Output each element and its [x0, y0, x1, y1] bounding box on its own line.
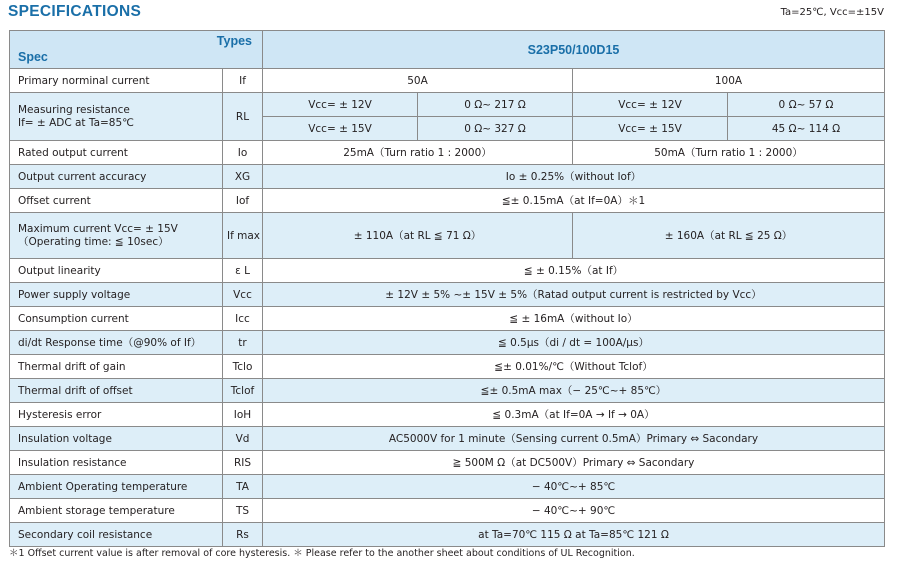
spec-name-cell — [10, 93, 223, 141]
table-row — [10, 331, 885, 355]
spec-symbol: Tclof — [223, 379, 263, 403]
spec-name: Secondary coil resistance — [10, 523, 223, 547]
spec-name: Insulation resistance — [10, 451, 223, 475]
table-row — [10, 451, 885, 475]
table-row — [10, 355, 885, 379]
spec-value-50a: ± 110A（at RL ≦ 71 Ω） — [263, 213, 573, 259]
spec-value: − 40℃~+ 85℃ — [263, 475, 885, 499]
spec-symbol: IoH — [223, 403, 263, 427]
spec-value: ≧ 500M Ω（at DC500V）Primary ⇔ Sacondary — [263, 451, 885, 475]
spec-symbol: XG — [223, 165, 263, 189]
spec-symbol: ε L — [223, 259, 263, 283]
spec-symbol: tr — [223, 331, 263, 355]
header-spec-label: Spec — [18, 50, 48, 64]
spec-value: ≦ 0.3mA（at If=0A → If → 0A） — [263, 403, 885, 427]
spec-symbol: Vcc — [223, 283, 263, 307]
spec-symbol: Tclo — [223, 355, 263, 379]
table-row — [10, 213, 885, 259]
table-row — [10, 189, 885, 213]
spec-value: ± 12V ± 5% ~± 15V ± 5%（Ratad output current is restricted by Vcc） — [263, 283, 885, 307]
table-row — [10, 141, 885, 165]
spec-value: ≦± 0.01%/℃（Without Tclof） — [263, 355, 885, 379]
spec-symbol: RL — [223, 93, 263, 141]
spec-name: Measuring resistance — [18, 103, 130, 116]
spec-symbol: If — [223, 69, 263, 93]
spec-name-cell — [10, 213, 223, 259]
spec-symbol: TA — [223, 475, 263, 499]
spec-name: Ambient storage temperature — [10, 499, 223, 523]
spec-name: Consumption current — [10, 307, 223, 331]
spec-value: Vcc= ± 12V — [573, 93, 728, 117]
spec-value: ≦ 0.5μs（di / dt = 100A/μs） — [263, 331, 885, 355]
spec-value: Vcc= ± 15V — [263, 117, 418, 141]
spec-value: 0 Ω~ 327 Ω — [418, 117, 573, 141]
spec-value: 0 Ω~ 57 Ω — [728, 93, 885, 117]
header-types-label: Types — [216, 34, 252, 48]
footnote: ＊1 Offset current value is after removal of core hysteresis. ＊ Please refer to the another sheet about conditions of UL Recognition. — [9, 548, 635, 559]
header-model-cell — [263, 31, 885, 69]
spec-name-condition: If= ± ADC at Ta=85℃ — [18, 116, 134, 129]
table-row — [10, 283, 885, 307]
table-row — [10, 307, 885, 331]
spec-symbol: Vd — [223, 427, 263, 451]
spec-symbol: Io — [223, 141, 263, 165]
table-row — [10, 427, 885, 451]
table-row — [10, 403, 885, 427]
spec-name: di/dt Response time（@90% of If） — [10, 331, 223, 355]
spec-symbol: Iof — [223, 189, 263, 213]
spec-value: ≦ ± 0.15%（at If） — [263, 259, 885, 283]
table-row — [10, 259, 885, 283]
spec-value-100a: ± 160A（at RL ≦ 25 Ω） — [573, 213, 885, 259]
spec-name: Thermal drift of gain — [10, 355, 223, 379]
spec-value: 0 Ω~ 217 Ω — [418, 93, 573, 117]
spec-symbol: TS — [223, 499, 263, 523]
spec-value: Vcc= ± 15V — [573, 117, 728, 141]
spec-value: ≦ ± 16mA（without Io） — [263, 307, 885, 331]
spec-name: Power supply voltage — [10, 283, 223, 307]
spec-name: Primary norminal current — [10, 69, 223, 93]
spec-value: 45 Ω~ 114 Ω — [728, 117, 885, 141]
table-row — [10, 475, 885, 499]
spec-name: Rated output current — [10, 141, 223, 165]
model-number: S23P50/100D15 — [527, 42, 620, 57]
spec-symbol: If max — [223, 213, 263, 259]
spec-value-100a: 100A — [573, 69, 885, 93]
header-diagonal-cell — [10, 31, 263, 69]
spec-value: ≦± 0.15mA（at If=0A）＊1 — [263, 189, 885, 213]
spec-value-50a: 25mA（Turn ratio 1 : 2000） — [263, 141, 573, 165]
table-row — [10, 165, 885, 189]
spec-name: Offset current — [10, 189, 223, 213]
spec-value: Io ± 0.25%（without Iof） — [263, 165, 885, 189]
page-title: SPECIFICATIONS — [8, 3, 142, 20]
spec-name: Hysteresis error — [10, 403, 223, 427]
table-row — [10, 523, 885, 547]
spec-symbol: Icc — [223, 307, 263, 331]
spec-symbol: RIS — [223, 451, 263, 475]
spec-name-condition: （Operating time: ≦ 10sec） — [18, 235, 169, 248]
spec-name: Output current accuracy — [10, 165, 223, 189]
spec-symbol: Rs — [223, 523, 263, 547]
spec-value-50a: 50A — [263, 69, 573, 93]
spec-name: Thermal drift of offset — [10, 379, 223, 403]
table-row — [10, 69, 885, 93]
spec-name: Maximum current Vcc= ± 15V — [18, 222, 178, 235]
spec-name: Ambient Operating temperature — [10, 475, 223, 499]
spec-name: Output linearity — [10, 259, 223, 283]
table-row — [10, 93, 885, 117]
spec-value-100a: 50mA（Turn ratio 1 : 2000） — [573, 141, 885, 165]
spec-value: Vcc= ± 12V — [263, 93, 418, 117]
specifications-table — [9, 30, 885, 547]
table-header-row — [10, 31, 885, 69]
spec-value: AC5000V for 1 minute（Sensing current 0.5mA）Primary ⇔ Sacondary — [263, 427, 885, 451]
spec-value: − 40℃~+ 90℃ — [263, 499, 885, 523]
test-conditions: Ta=25℃, Vcc=±15V — [780, 7, 884, 18]
spec-value: at Ta=70℃ 115 Ω at Ta=85℃ 121 Ω — [263, 523, 885, 547]
table-row — [10, 499, 885, 523]
table-row — [10, 379, 885, 403]
spec-name: Insulation voltage — [10, 427, 223, 451]
spec-value: ≦± 0.5mA max（− 25℃~+ 85℃） — [263, 379, 885, 403]
